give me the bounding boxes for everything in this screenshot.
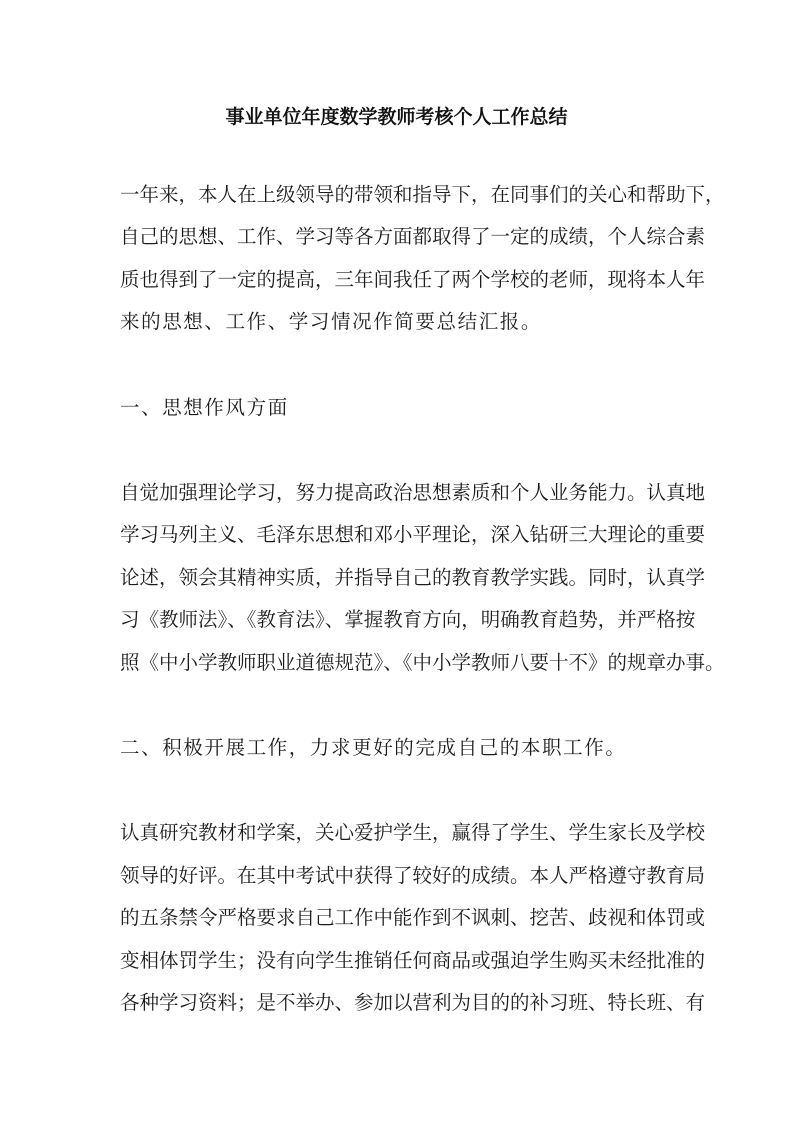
paragraph-line: 照《中小学教师职业道德规范》、《中小学教师八要十不》的规章办事。: [120, 651, 725, 674]
paragraph-line: 一年来，本人在上级领导的带领和指导下，在同事们的关心和帮助下，: [120, 183, 725, 206]
document-title: 事业单位年度数学教师考核个人工作总结: [225, 106, 568, 128]
paragraph-line: 自己的思想、工作、学习等各方面都取得了一定的成绩，个人综合素: [120, 225, 706, 248]
paragraph-line: 的五条禁令严格要求自己工作中能作到不讽刺、挖苦、歧视和体罚或: [120, 906, 706, 929]
paragraph-line: 质也得到了一定的提高，三年间我任了两个学校的老师，现将本人年: [120, 268, 706, 291]
paragraph-line: 学习马列主义、毛泽东思想和邓小平理论，深入钻研三大理论的重要: [120, 523, 706, 546]
paragraph-line: 来的思想、工作、学习情况作简要总结汇报。: [120, 310, 543, 333]
paragraph-line: 自觉加强理论学习，努力提高政治思想素质和个人业务能力。认真地: [120, 481, 706, 504]
section-heading-1: 一、思想作风方面: [120, 396, 289, 419]
paragraph-line: 各种学习资料；是不举办、参加以营利为目的的补习班、特长班、有: [120, 991, 706, 1014]
paragraph-line: 论述，领会其精神实质，并指导自己的教育教学实践。同时，认真学: [120, 566, 706, 589]
paragraph-line: 变相体罚学生；没有向学生推销任何商品或强迫学生购买未经批准的: [120, 949, 706, 972]
paragraph-line: 认真研究教材和学案，关心爱护学生，赢得了学生、学生家长及学校: [120, 821, 706, 844]
section-heading-2: 二、积极开展工作，力求更好的完成自己的本职工作。: [120, 736, 627, 759]
paragraph-line: 领导的好评。在其中考试中获得了较好的成绩。本人严格遵守教育局: [120, 864, 706, 887]
paragraph-line: 习《教师法》、《教育法》、掌握教育方向，明确教育趋势，并严格按: [120, 608, 696, 631]
